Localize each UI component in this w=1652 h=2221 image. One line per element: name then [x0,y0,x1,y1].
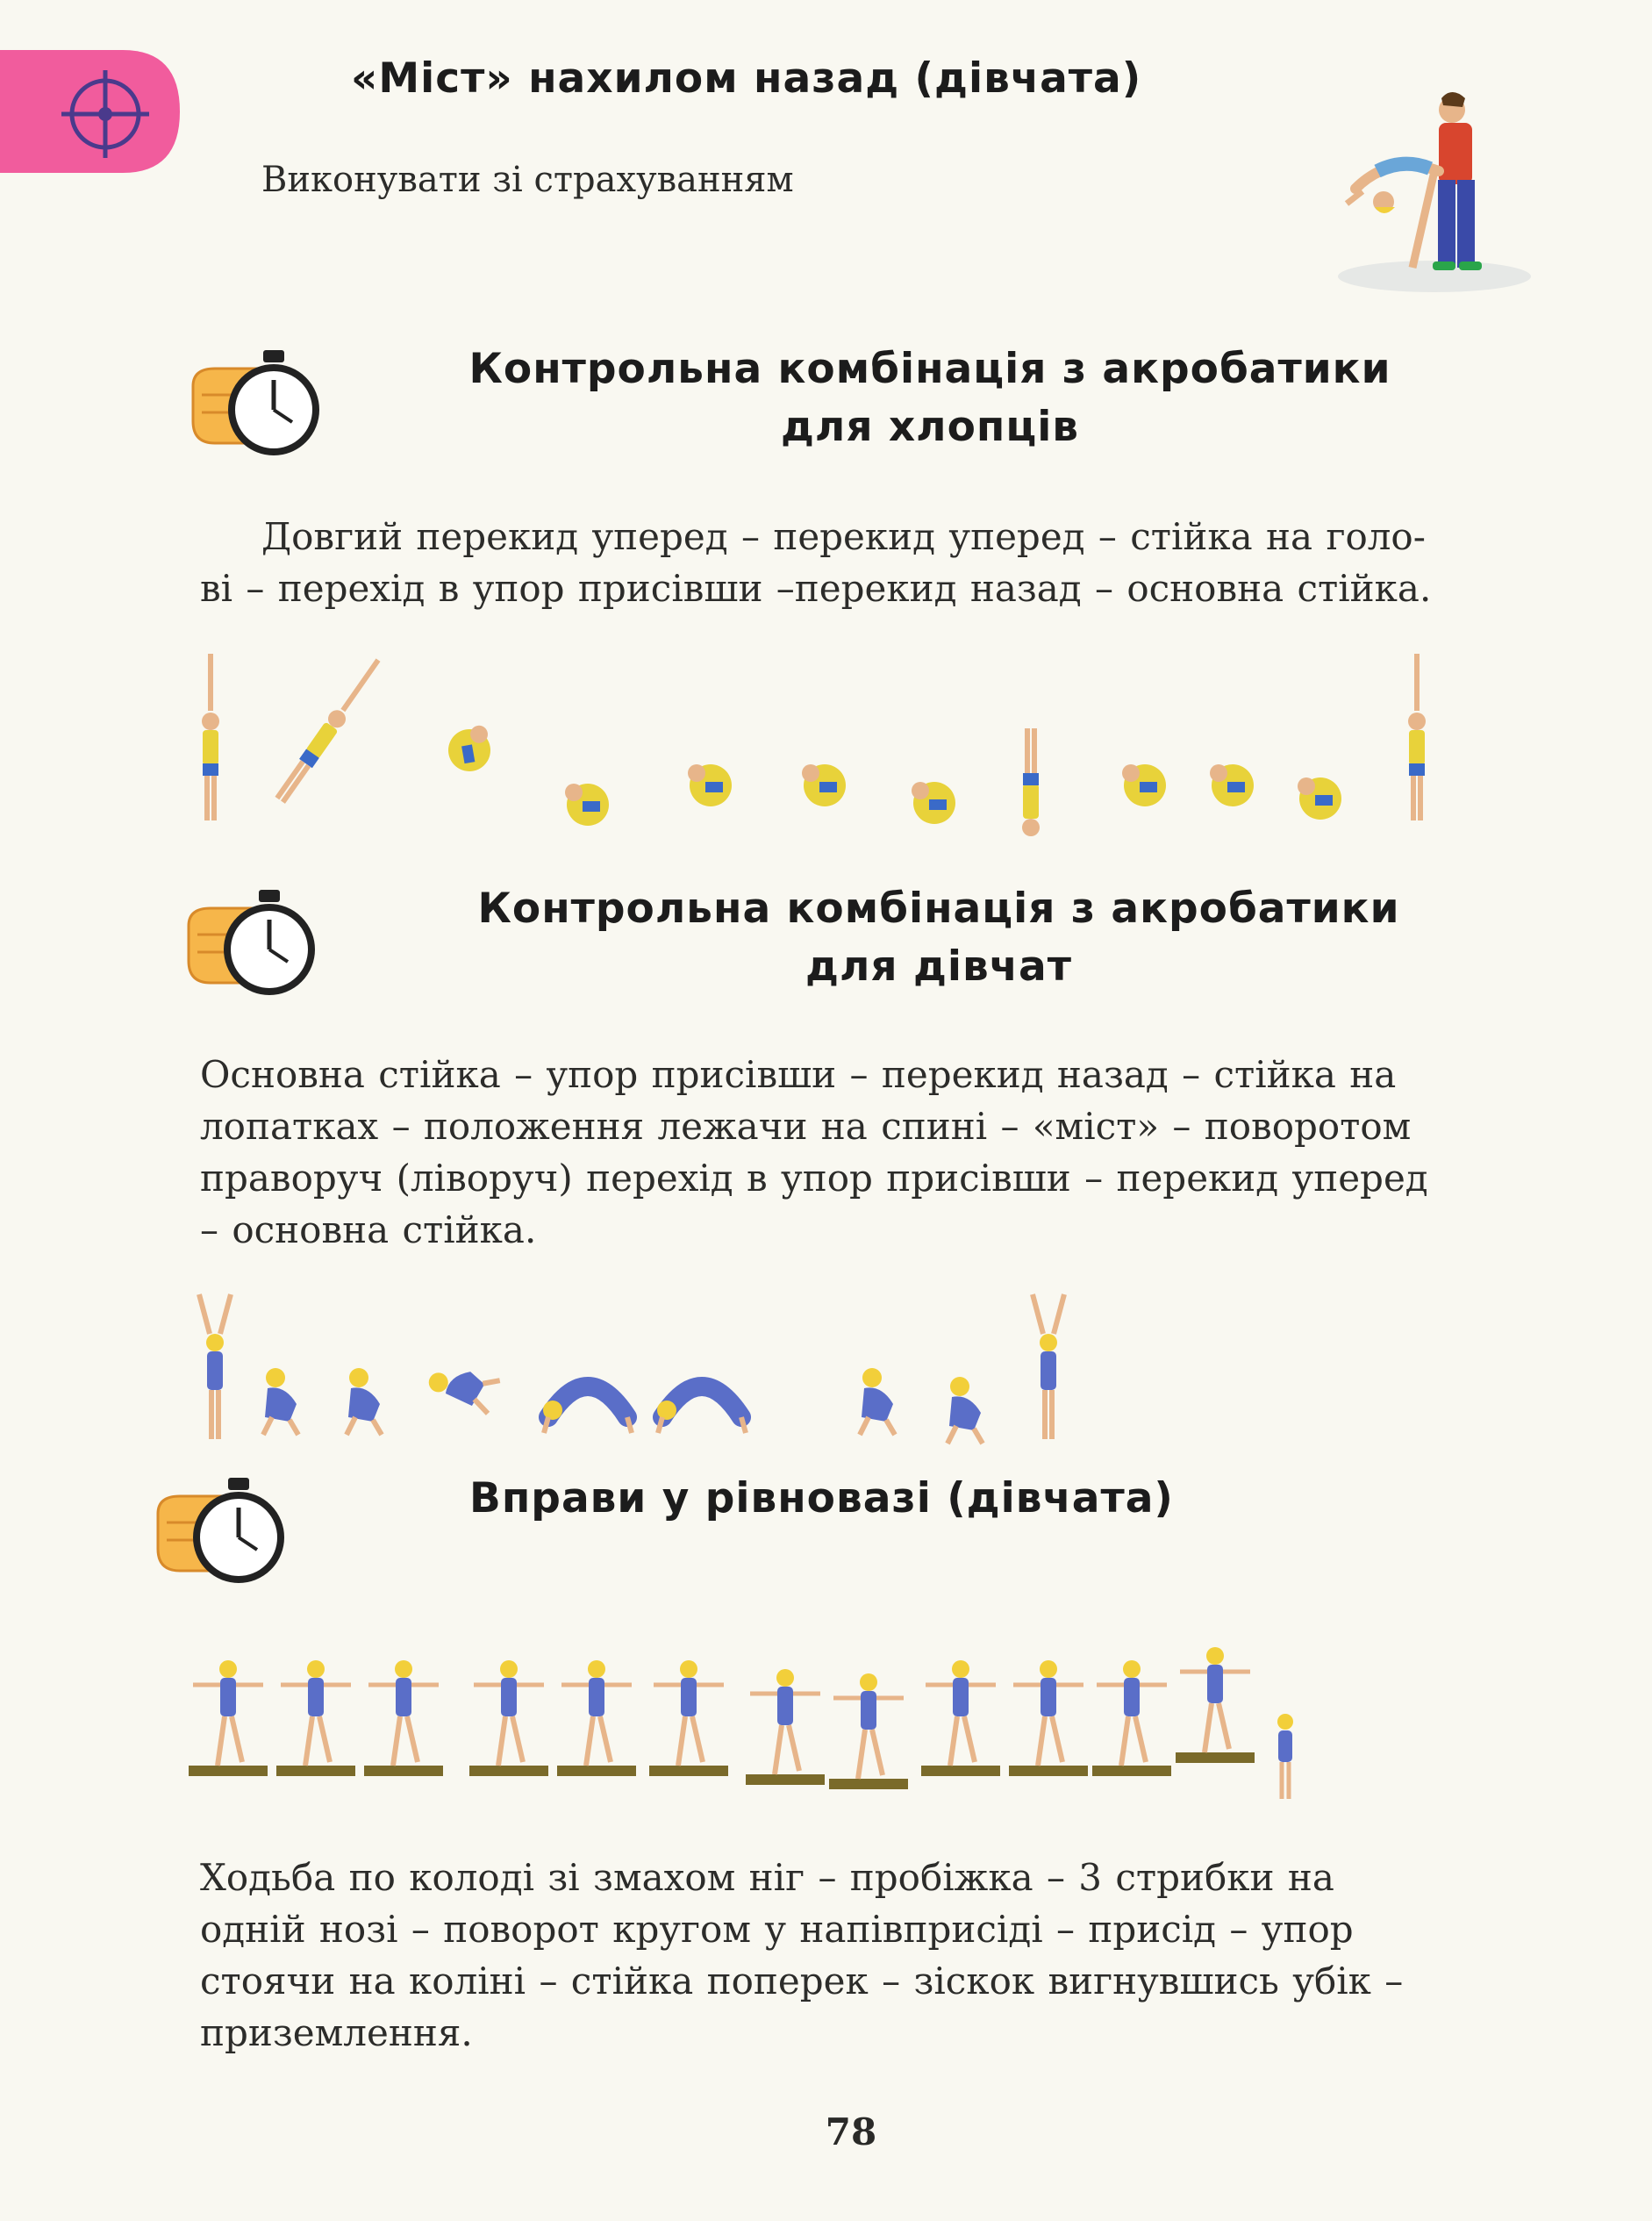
stopwatch-in-hand-icon [154,1474,285,1588]
section-title-girls-line2: для дівчат [805,942,1072,991]
balance-description-line3: стоячи на коліні – стійка поперек – зіскок вигнувшись убік – [200,1959,1404,2002]
girls-description-line4: – основна стійка. [200,1208,537,1251]
balance-sequence-illustration [184,1615,1325,1825]
girls-description-line3: праворуч (ліворуч) перехід в упор присівши – перекид уперед [200,1157,1428,1200]
balance-description-line4: приземлення. [200,2011,473,2054]
balance-description-line2: одній нозі – поворот кругом у напівприсіді – присід – упор [200,1908,1354,1951]
girls-description [200,1049,1523,1256]
section-title-boys-line2: для хлопців [780,403,1080,451]
section-title-girls [368,880,1509,996]
boys-description [200,511,1523,614]
section-title-boys [368,340,1491,456]
girls-sequence-illustration [184,1290,1088,1448]
balance-description [200,1852,1509,2059]
boys-description-line2: ві – перехід в упор присівши –перекид назад – основна стійка. [200,567,1432,610]
section-tab-marker [0,46,184,177]
section-title-girls-line1: Контрольна комбінація з акробатики [477,885,1400,933]
girls-description-line2: лопатках – положення лежачи на спині – «міст» – поворотом [200,1105,1412,1148]
crosshair-target-icon [0,46,184,177]
boys-description-line1: Довгий перекид уперед – перекид уперед – стійка на голо- [261,515,1426,558]
section-title-bridge: «Міст» нахилом назад (дівчата) [351,54,1142,103]
stopwatch-in-hand-icon [189,347,320,461]
page-number: 78 [825,2110,877,2153]
bridge-note: Виконувати зі страхуванням [261,160,794,200]
boys-sequence-illustration [189,654,1452,838]
stopwatch-in-hand-icon [184,886,316,1000]
bridge-illustration [1329,88,1540,298]
girls-description-line1: Основна стійка – упор присівши – перекид назад – стійка на [200,1053,1397,1096]
section-title-boys-line1: Контрольна комбінація з акробатики [468,345,1391,393]
balance-description-line1: Ходьба по колоді зі змахом ніг – пробіжка – 3 стрибки на [200,1856,1334,1899]
section-title-balance: Вправи у рівновазі (дівчата) [469,1474,1174,1522]
